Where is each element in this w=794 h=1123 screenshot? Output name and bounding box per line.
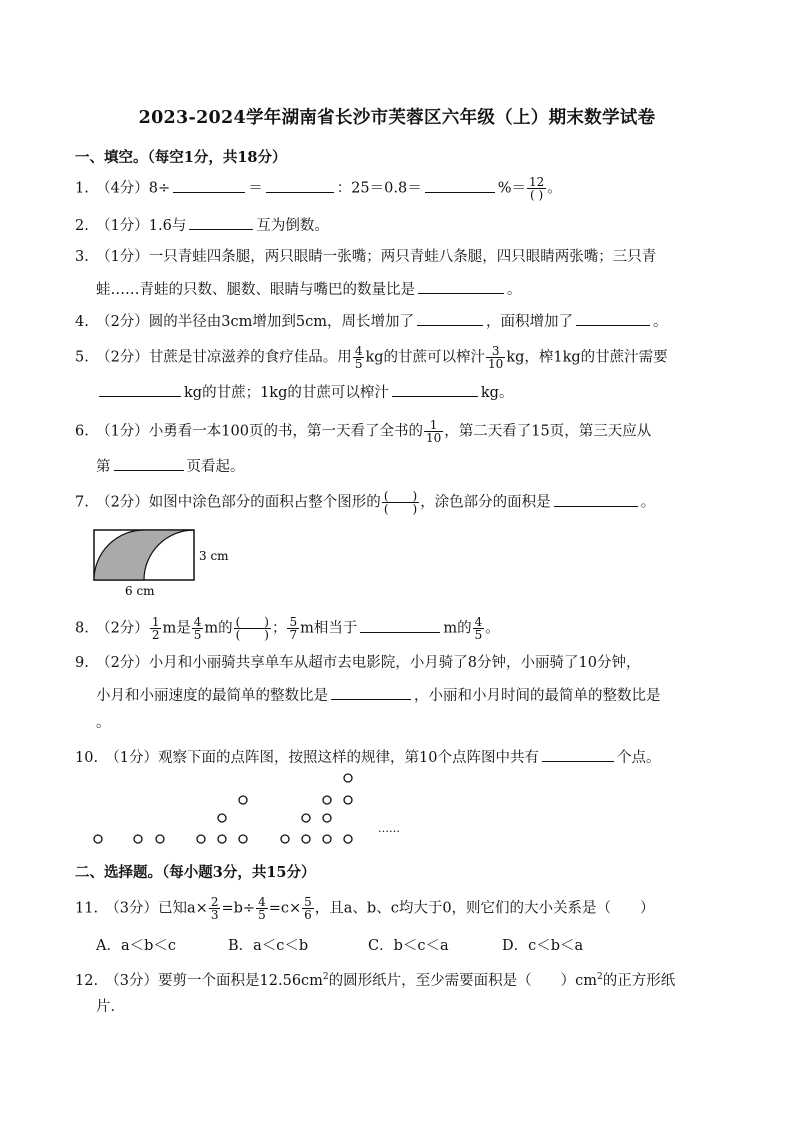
fraction: $\frac{1}{10}$ xyxy=(425,418,442,445)
question-8: 8. （2分） $\frac{1}{2}$ m是 $\frac{4}{5}$ m的 $\frac{( )}{( )}$ ； $\frac{5}{7}$ m相当于 m的 $\frac{4}{5}$ 。 xyxy=(75,615,500,642)
option-b[interactable]: B．a＜c＜b xyxy=(228,938,309,954)
question-9-line-1: 9. （2分）小月和小丽骑共享单车从超市去电影院，小月骑了8分钟，小丽骑了10分钟， xyxy=(75,655,641,671)
dot-pattern-4 xyxy=(281,774,352,843)
question-10: 10. （1分）观察下面的点阵图，按照这样的规律，第10个点阵图中共有 个点。 xyxy=(75,746,660,769)
question-5-line-1: 5. （2分）甘蔗是甘凉滋养的食疗佳品。用 $\frac{4}{5}$ kg的甘蔗可以榨汁 $\frac{3}{10}$ kg，榨1kg的甘蔗汁需要 xyxy=(75,344,668,371)
fraction: $\frac{2}{3}$ xyxy=(210,895,219,922)
fraction: $\frac{( )}{( )}$ xyxy=(235,615,269,642)
answer-blank[interactable] xyxy=(266,177,334,193)
question-11: 11. （3分）已知a× $\frac{2}{3}$ =b÷ $\frac{4}{5}$ =c× $\frac{5}{6}$ ，且a、b、c均大于0，则它们的大小关系是（ ） xyxy=(75,895,655,922)
answer-blank[interactable] xyxy=(425,177,495,193)
fraction: $\frac{4}{5}$ xyxy=(258,895,266,922)
question-12-line-2: 片． xyxy=(96,999,125,1015)
answer-blank[interactable] xyxy=(189,214,253,230)
question-7: 7. （2分）如图中涂色部分的面积占整个图形的 $\frac{( )}{( )}$ ，涂色部分的面积是 。 xyxy=(75,489,656,516)
option-c[interactable]: C．b＜c＜a xyxy=(368,938,449,954)
dot-pattern-2 xyxy=(134,835,164,843)
answer-blank[interactable] xyxy=(418,278,504,294)
answer-blank[interactable] xyxy=(331,684,411,700)
answer-blank[interactable] xyxy=(114,455,184,471)
question-12-line-1: 12. （3分）要剪一个面积是$12.56cm^2$的圆形纸片，至少需要面积是（ ）$cm^2$的正方形纸 xyxy=(75,972,676,989)
answer-blank[interactable] xyxy=(392,381,478,397)
answer-blank[interactable] xyxy=(417,310,483,326)
question-6-line-1: 6. （1分）小勇看一本100页的书，第一天看了全书的 $\frac{1}{10}$ ，第二天看了15页，第三天应从 xyxy=(75,418,652,445)
question-2: 2. （1分）1.6与 互为倒数。 xyxy=(75,214,329,237)
fraction: $\frac{3}{10}$ xyxy=(488,344,504,371)
question-4: 4. （2分）圆的半径由3cm增加到5cm，周长增加了 ，面积增加了 。 xyxy=(75,310,668,333)
fraction: $\frac{4}{5}$ xyxy=(474,615,483,642)
section-choice-heading: 二、选择题。（每小题3分，共15分） xyxy=(75,864,316,881)
fraction: $\frac{( )}{( )}$ xyxy=(383,489,418,516)
answer-blank[interactable] xyxy=(554,491,638,507)
fraction: $\frac{5}{6}$ xyxy=(304,895,312,922)
fraction: $\frac{4}{5}$ xyxy=(193,615,202,642)
dot-pattern-1 xyxy=(94,835,102,843)
option-d[interactable]: D．c＜b＜a xyxy=(502,938,584,954)
fraction: $\frac{4}{5}$ xyxy=(354,344,363,371)
question-9-line-2: 小月和小丽速度的最简单的整数比是 ，小丽和小月时间的最简单的整数比是 xyxy=(96,684,661,707)
question-1: 1. （4分）8÷ ＝ ：25＝0.8＝ %＝ $\frac{12}{( )}$ 。 xyxy=(75,175,562,202)
section-fill-in-heading: 一、填空。（每空1分，共18分） xyxy=(75,149,287,166)
dot-pattern-3 xyxy=(197,796,247,843)
fraction: $\frac{1}{2}$ xyxy=(151,615,160,642)
page-title: 2023-2024学年湖南省长沙市芙蓉区六年级（上）期末数学试卷 xyxy=(138,108,656,128)
answer-blank[interactable] xyxy=(542,746,614,762)
question-5-line-2: kg的甘蔗；1kg的甘蔗可以榨汁 kg。 xyxy=(96,381,513,404)
answer-blank[interactable] xyxy=(576,310,650,326)
answer-blank[interactable] xyxy=(99,381,181,397)
fraction: $\frac{5}{7}$ xyxy=(289,615,298,642)
continuation-dots: …… xyxy=(378,822,400,835)
dot-pattern-figure xyxy=(88,770,408,850)
option-a[interactable]: A．a＜b＜c xyxy=(96,938,177,954)
question-3-line-1: 3. （1分）一只青蛙四条腿，两只眼睛一张嘴；两只青蛙八条腿，四只眼睛两张嘴；三只青 xyxy=(75,249,657,265)
answer-blank[interactable] xyxy=(173,177,245,193)
question-9-line-3: 。 xyxy=(96,715,111,731)
question-6-line-2: 第 页看起。 xyxy=(96,455,245,478)
fraction: $\frac{12}{( )}$ xyxy=(528,175,545,202)
shaded-area-figure xyxy=(92,527,242,599)
width-label: 6 cm xyxy=(125,584,155,598)
question-3-line-2: 蛙……青蛙的只数、腿数、眼睛与嘴巴的数量比是 。 xyxy=(96,278,522,301)
answer-blank[interactable] xyxy=(360,617,440,633)
height-label: 3 cm xyxy=(199,549,229,563)
